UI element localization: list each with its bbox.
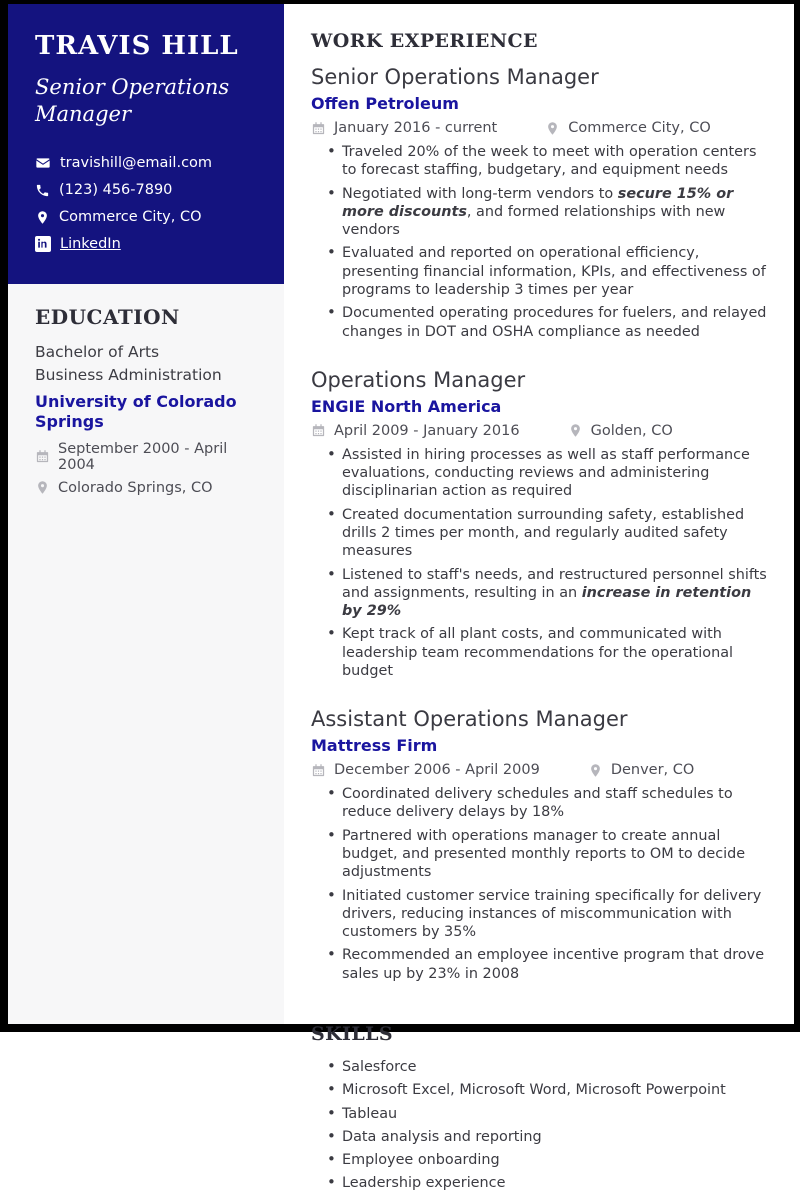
location-pin-icon	[568, 423, 583, 438]
candidate-title: Senior Operations Manager	[35, 74, 230, 126]
job-location: Golden, CO	[590, 422, 673, 439]
job-bullet: • Initiated customer service training specifically for delivery drivers, reducing instances of miscommunication with customers by 35%	[327, 887, 770, 942]
education-location-row	[35, 480, 262, 496]
education-field: Business Administration	[35, 366, 222, 385]
job-bullet-list	[311, 143, 770, 341]
job-meta-row	[311, 423, 770, 439]
job-bullet: • Recommended an employee incentive program that drove sales up by 23% in 2008	[327, 946, 770, 983]
education-location: Colorado Springs, CO	[58, 479, 213, 496]
candidate-name: TRAVIS HILL	[35, 31, 239, 61]
skills-section	[311, 1023, 770, 1193]
job-bullet: • Partnered with operations manager to create annual budget, and presented monthly reports to OM to decide adjustments	[327, 827, 770, 882]
education-dates-row	[35, 441, 262, 473]
job-bullet: • Documented operating procedures for fuelers, and relayed changes in DOT and OSHA compliance as needed	[327, 304, 770, 341]
skills-list	[311, 1058, 770, 1193]
job-bullet: • Evaluated and reported on operational efficiency, presenting financial information, KPIs, and effectiveness of programs to leadership 3 times per year	[327, 244, 770, 299]
job-location-group	[588, 762, 695, 778]
bullet-text: Negotiated with long-term vendors to	[342, 185, 618, 202]
contact-location: Commerce City, CO	[59, 209, 202, 226]
job-title: Assistant Operations Manager	[311, 707, 628, 732]
job-entry	[311, 707, 770, 983]
bullet-text: , and formed relationships with new vendors	[342, 203, 726, 239]
education-school: University of Colorado Springs	[35, 391, 237, 432]
location-pin-icon	[35, 210, 50, 225]
calendar-icon	[311, 121, 326, 136]
linkedin-link[interactable]: LinkedIn	[60, 236, 121, 253]
job-bullet-list	[311, 446, 770, 680]
job-dates-group	[311, 762, 540, 778]
skill-item: • Tableau	[327, 1105, 770, 1123]
job-dates: January 2016 - current	[334, 120, 498, 136]
contact-email: travishill@email.com	[60, 155, 213, 172]
contact-location-row	[35, 209, 262, 225]
job-company: ENGIE North America	[311, 396, 502, 416]
calendar-icon	[311, 423, 326, 438]
job-bullet	[327, 566, 770, 621]
contact-phone: (123) 456-7890	[59, 182, 173, 199]
skill-item: • Employee onboarding	[327, 1151, 770, 1169]
job-meta-row	[311, 120, 770, 136]
skill-item: • Microsoft Excel, Microsoft Word, Microsoft Powerpoint	[327, 1081, 770, 1099]
location-pin-icon	[35, 480, 50, 495]
calendar-icon	[35, 449, 50, 464]
job-bullet: • Kept track of all plant costs, and communicated with leadership team recommendations for the operational budget	[327, 625, 770, 680]
main-column	[284, 4, 794, 1192]
contact-linkedin-row	[35, 236, 262, 252]
job-location: Denver, CO	[610, 762, 695, 779]
education-section	[8, 284, 284, 495]
job-bullet: • Created documentation surrounding safety, established drills 2 times per month, and regularly audited safety measures	[327, 506, 770, 561]
job-entry	[311, 65, 770, 341]
location-pin-icon	[588, 763, 603, 778]
job-dates-group	[311, 120, 497, 136]
work-experience-heading: WORK EXPERIENCE	[311, 30, 538, 52]
job-bullet: • Coordinated delivery schedules and staff schedules to reduce delivery delays by 18%	[327, 785, 770, 822]
bullet-text: Listened to staff's needs, and restructured personnel shifts and assignments, resulting in an	[342, 566, 767, 601]
job-company: Mattress Firm	[311, 736, 438, 756]
job-title: Senior Operations Manager	[311, 65, 599, 89]
job-bullet-list	[311, 785, 770, 983]
job-dates: April 2009 - January 2016	[334, 422, 520, 439]
job-bullet: • Traveled 20% of the week to meet with operation centers to forecast staffing, budgetary, and equipment needs	[327, 143, 770, 180]
job-entry	[311, 368, 770, 680]
job-location-group	[568, 423, 673, 439]
linkedin-icon	[35, 236, 51, 252]
sidebar-header	[8, 4, 284, 284]
bullet-emphasis: secure 15% or more discounts	[342, 185, 734, 220]
skill-item: • Salesforce	[327, 1058, 770, 1076]
location-pin-icon	[545, 121, 560, 136]
education-degree: Bachelor of Arts	[35, 343, 160, 362]
contact-phone-row	[35, 182, 262, 198]
contact-email-row	[35, 155, 262, 171]
email-icon	[35, 155, 51, 171]
education-dates: September 2000 - April 2004	[58, 440, 228, 473]
sidebar	[8, 4, 284, 1024]
job-dates-group	[311, 423, 520, 439]
job-location: Commerce City, CO	[568, 120, 711, 136]
job-bullet: • Assisted in hiring processes as well as staff performance evaluations, conducting reviews and administering disciplinarian action as required	[327, 446, 770, 501]
bullet-emphasis: increase in retention by 29%	[342, 584, 752, 620]
job-company: Offen Petroleum	[311, 94, 459, 113]
education-heading: EDUCATION	[35, 305, 180, 330]
skills-heading: SKILLS	[311, 1023, 393, 1045]
job-location-group	[545, 120, 711, 136]
job-title: Operations Manager	[311, 367, 526, 392]
job-bullet	[327, 185, 770, 240]
skill-item: • Data analysis and reporting	[327, 1128, 770, 1146]
job-dates: December 2006 - April 2009	[334, 762, 540, 779]
phone-icon	[35, 183, 50, 198]
skill-item: • Leadership experience	[327, 1174, 770, 1192]
job-meta-row	[311, 762, 770, 778]
contact-list	[35, 155, 262, 252]
calendar-icon	[311, 763, 326, 778]
